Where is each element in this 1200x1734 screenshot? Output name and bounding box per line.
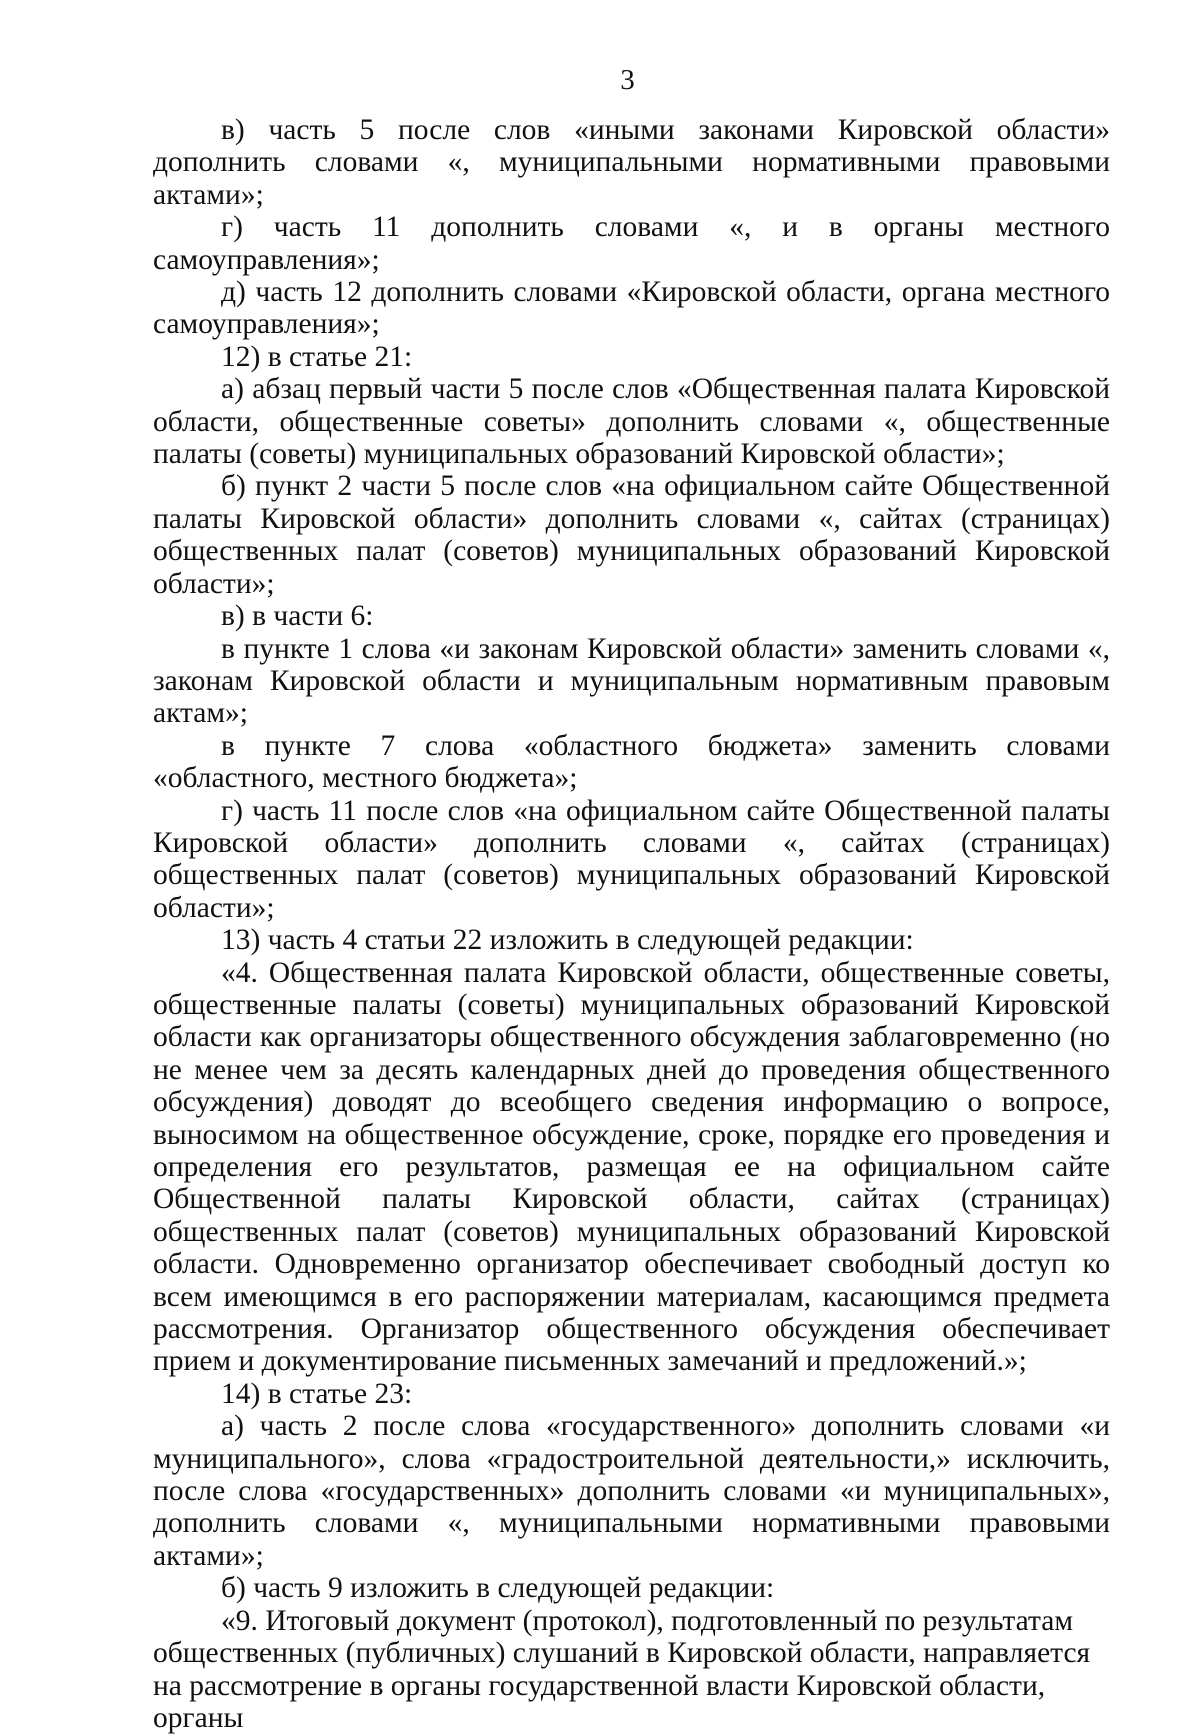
paragraph-g-part-11-site: г) часть 11 после слов «на официальном сайте Общественной палаты Кировской области» дополнить словами «, сайтах (страницах) общественных палат (советов) муниципальных образований Кировской области»; — [153, 794, 1110, 924]
paragraph-a-part-5: а) абзац первый части 5 после слов «Общественная палата Кировской области, общественные советы» дополнить словами «, общественные палаты (советы) муниципальных образований Кировской области»; — [153, 373, 1110, 471]
paragraph-13-article-22: 13) часть 4 статьи 22 изложить в следующей редакции: — [221, 924, 914, 957]
paragraph-point-7: в пункте 7 слова «областного бюджета» заменить словами «областного, местного бюджета»; — [153, 729, 1110, 795]
paragraph-point-1: в пункте 1 слова «и законам Кировской области» заменить словами «, законам Кировской области и муниципальным нормативным правовым актам»; — [153, 632, 1110, 730]
paragraph-b-part-9: б) часть 9 изложить в следующей редакции: — [221, 1572, 775, 1605]
paragraph-12-article-21: 12) в статье 21: — [221, 340, 413, 373]
paragraph-14-article-23: 14) в статье 23: — [221, 1377, 413, 1410]
paragraph-v-part-5: в) часть 5 после слов «иными законами Кировской области» дополнить словами «, муниципальными нормативными правовыми актами»; — [153, 114, 1110, 211]
document-body — [153, 114, 1110, 1734]
paragraph-v-part-6: в) в части 6: — [221, 600, 374, 633]
paragraph-g-part-11: г) часть 11 дополнить словами «, и в органы местного самоуправления»; — [153, 211, 1110, 276]
paragraph-quote-9: «9. Итоговый документ (протокол), подготовленный по результатам общественных (публичных) слушаний в Кировской области, направляется на рассмотрение в органы государственной власти Кировской области, органы — [153, 1604, 1091, 1734]
paragraph-a-part-2: а) часть 2 после слова «государственного» дополнить словами «и муниципального», слова «градостроительной деятельности,» исключить, после слова «государственных» дополнить словами «и муниципальных», дополнить словами «, муниципальными нормативными правовыми актами»; — [153, 1410, 1110, 1572]
page-number: 3 — [620, 64, 635, 96]
paragraph-quote-4: «4. Общественная палата Кировской области, общественные советы, общественные палаты (советы) муниципальных образований Кировской области как организаторы общественного обсуждения заблаговременно (но не менее чем за десять календарных дней до проведения общественного обсуждения) доводят до всеобщего сведения информацию о вопросе, выносимом на общественное обсуждение, сроке, порядке его проведения и определения его результатов, размещая ее на официальном сайте Общественной палаты Кировской области, сайтах (страницах) общественных палат (советов) муниципальных образований Кировской области. Одновременно организатор обеспечивает свободный доступ ко всем имеющимся в его распоряжении материалам, касающимся предмета рассмотрения. Организатор общественного обсуждения обеспечивает прием и документирование письменных замечаний и предложений.»; — [153, 956, 1110, 1378]
paragraph-d-part-12: д) часть 12 дополнить словами «Кировской области, органа местного самоуправления»; — [153, 276, 1110, 341]
paragraph-b-point-2: б) пункт 2 части 5 после слов «на официальном сайте Общественной палаты Кировской области» дополнить словами «, сайтах (страницах) общественных палат (советов) муниципальных образований Кировской области»; — [153, 470, 1110, 600]
